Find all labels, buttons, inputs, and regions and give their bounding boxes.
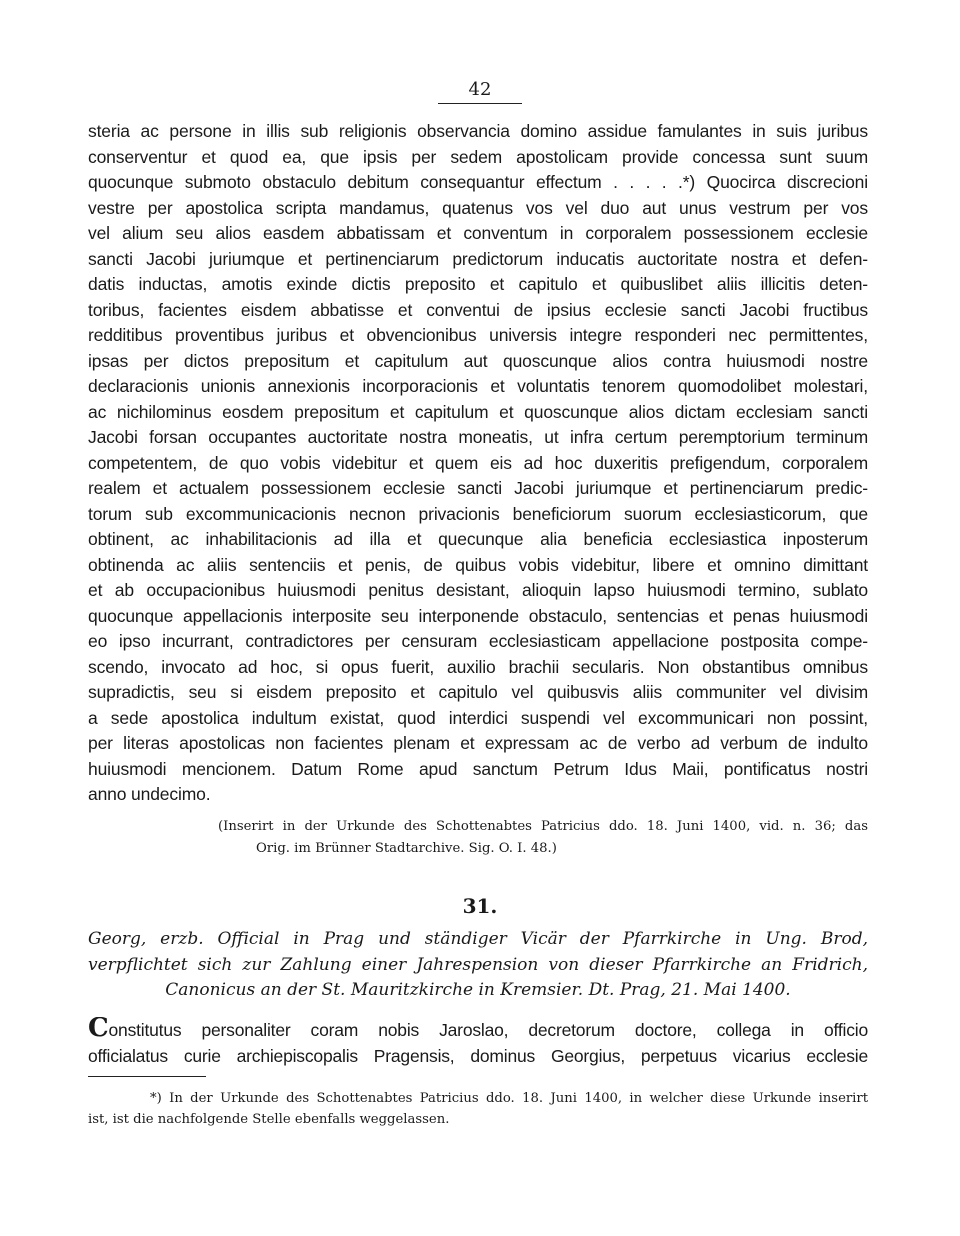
- text-line: sancti Jacobi juriumque et pertinenciarum predictorum inducatis auctoritate nostra et defen-: [88, 248, 868, 269]
- initial-letter: C: [88, 1017, 109, 1043]
- text-line: vel alium seu alios easdem abbatissam et conventum in corporalem possessionem ecclesie: [88, 223, 868, 243]
- text-line: quocunque submoto obstaculo debitum consequantur effectum . . . . .*) Quocirca discrecioni: [88, 172, 868, 192]
- footnote-rule: [88, 1076, 206, 1077]
- text-line: per literas apostolicas non facientes plenam et expressam ac de verbo ad verbum de indulto: [88, 733, 868, 753]
- text-line: anno undecimo.: [88, 784, 211, 804]
- text-line: datis inductas, amotis exinde dictis preposito et capitulo et quibuslibet aliis illicitis deten-: [88, 274, 868, 294]
- document-text-line: [88, 1017, 868, 1043]
- text-line: vestre per apostolica scripta mandamus, quatenus vos vel duo aut unus vestrum per vos: [88, 197, 868, 218]
- document-number: 31.: [462, 894, 498, 918]
- page-number: 42: [468, 79, 492, 100]
- text-line: obtinent, ac inhabilitacionis ad illa et quecunque alia beneficia ecclesiastica inposterum: [88, 529, 868, 549]
- text-line: ac nichilominus eosdem prepositum et capitulum et quoscunque alios dictam ecclesiam sancti: [88, 401, 868, 422]
- text-line: steria ac persone in illis sub religionis observancia domino assidue famulantes in suis juribus: [88, 121, 868, 141]
- text-line: competentem, de quo vobis videbitur et quem eis ad hoc duxeritis prefigendum, corporalem: [88, 452, 868, 473]
- text-line: a sede apostolica indultum existat, quod interdici suspendi vel excommunicari non possint,: [88, 707, 868, 728]
- page-number-rule: [438, 103, 522, 104]
- footnote-line: ist, ist die nachfolgende Stelle ebenfalls weggelassen.: [88, 1112, 450, 1127]
- text-line: conserventur et quod ea, que ipsis per sedem apostolicam provide concessa sunt suum: [88, 146, 868, 167]
- text-line: obtinenda ac aliis sentenciis et penis, de quibus vobis videbitur, libere et omnino dimittant: [88, 554, 868, 575]
- regest-line: Canonicus an der St. Mauritzkirche in Kremsier. Dt. Prag, 21. Mai 1400.: [165, 980, 791, 1000]
- regest-line: Georg, erzb. Official in Prag und ständiger Vicär der Pfarrkirche in Ung. Brod,: [88, 929, 868, 949]
- document-text-line-rest: onstitutus personaliter coram nobis Jaroslao, decretorum doctore, collega in officio: [108, 1020, 868, 1040]
- text-line: scendo, invocato ad hoc, si opus fuerit, auxilio brachii secularis. Non obstantibus omnibus: [88, 656, 868, 677]
- text-line: torum sub excommunicacionis necnon privacionis beneficiorum suorum ecclesiasticorum, que: [88, 503, 868, 524]
- text-line: quocunque appellacionis interposite seu interponende obstaculo, sentencias et penas huiusmodi: [88, 605, 868, 626]
- text-line: toribus, facientes eisdem abbatisse et conventui de ipsius ecclesie sancti Jacobi fructibus: [88, 299, 868, 320]
- text-line: Jacobi forsan occupantes auctoritate nostra moneatis, ut infra certum peremptorium terminum: [88, 427, 868, 447]
- regest-line: verpflichtet sich zur Zahlung einer Jahrespension von dieser Pfarrkirche an Fridrich,: [88, 954, 868, 975]
- footnote-line: *) In der Urkunde des Schottenabtes Patricius ddo. 18. Juni 1400, in welcher diese Urkunde inserirt: [150, 1091, 868, 1106]
- text-line: declaracionis unionis annexionis incorporacionis et voluntatis tenorem quomodolibet molestari,: [88, 376, 868, 396]
- regest-heading: [88, 927, 868, 1004]
- text-line: eo ipso incurrant, contradictores per censuram ecclesiasticam appellacione postposita compe-: [88, 631, 868, 651]
- text-line: huiusmodi mencionem. Datum Rome apud sanctum Petrum Idus Maii, pontificatus nostri: [88, 758, 868, 779]
- text-line: redditibus proventibus juribus et obvencionibus universis integre responderi nec permittentes,: [88, 325, 868, 345]
- source-note-line: Orig. im Brünner Stadtarchive. Sig. O. I. 48.): [256, 841, 557, 856]
- text-line: et ab occupacionibus huiusmodi penitus desistant, alioquin lapso huiusmodi termino, sublato: [88, 580, 868, 600]
- main-text: [88, 119, 868, 808]
- source-note: [218, 816, 868, 860]
- text-line: ipsas per dictos prepositum et capitulum aut quoscunque alios contra huiusmodi nostre: [88, 350, 868, 371]
- text-line: supradictis, seu si eisdem preposito et capitulo vel quibusvis aliis communiter vel divisim: [88, 682, 868, 702]
- document-text-line: officialatus curie archiepiscopalis Pragensis, dominus Georgius, perpetuus vicarius ecclesie: [88, 1046, 868, 1066]
- source-note-line: (Inserirt in der Urkunde des Schottenabtes Patricius ddo. 18. Juni 1400, vid. n. 36; das: [218, 819, 868, 834]
- footnote: [88, 1088, 868, 1130]
- document-text: [88, 1017, 868, 1069]
- text-line: realem et actualem possessionem ecclesie sancti Jacobi juriumque et pertinenciarum predic-: [88, 478, 868, 498]
